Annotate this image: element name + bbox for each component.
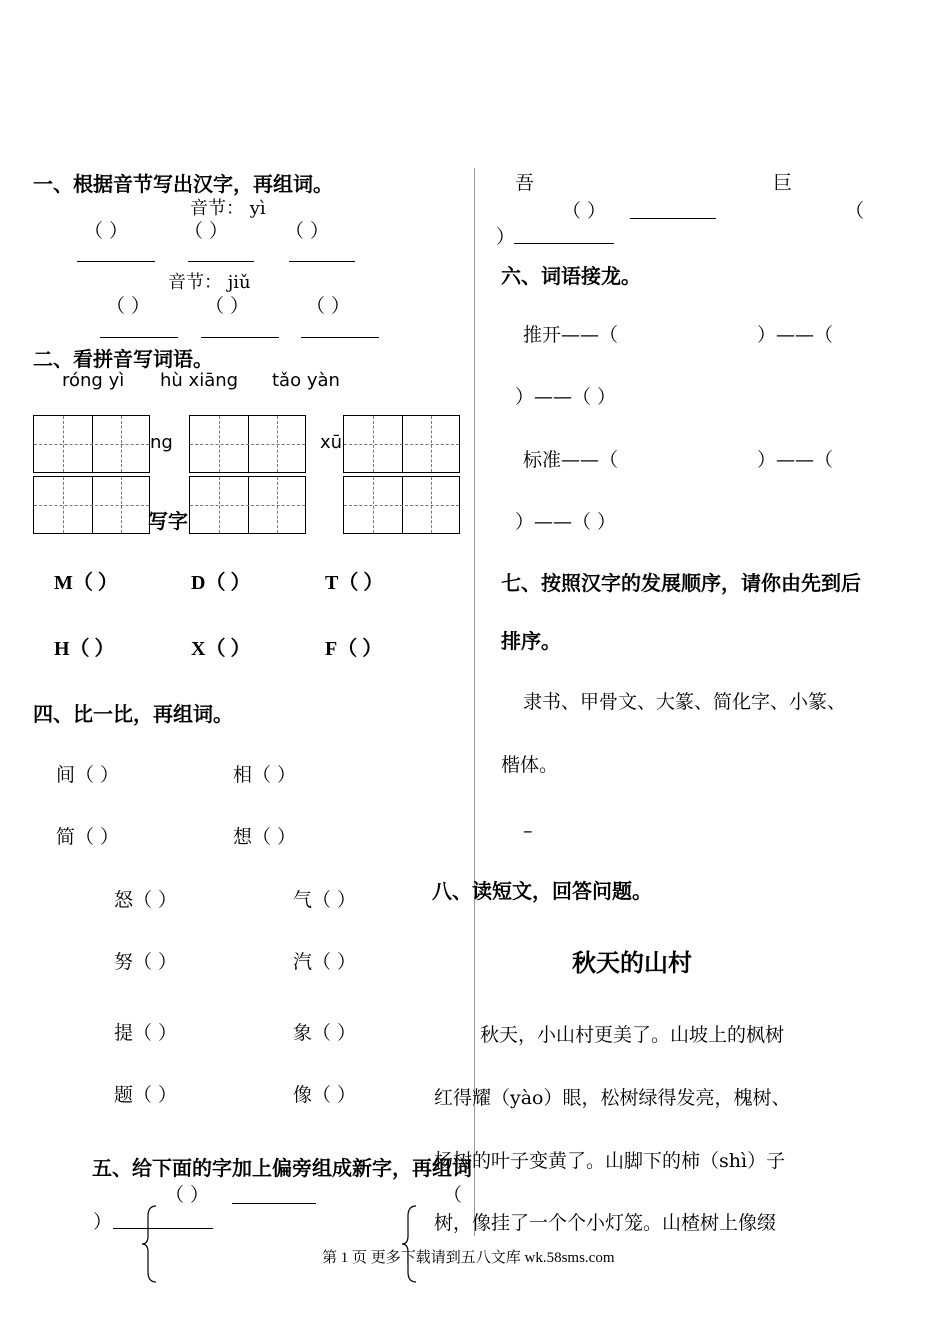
writing-grid[interactable]: [343, 476, 460, 534]
passage-line: 秋天，小山村更美了。山坡上的枫树: [480, 1024, 785, 1046]
passage-line: 红得耀（yào）眼，松树绿得发亮，槐树、: [434, 1087, 791, 1109]
brace-icon: [400, 1204, 420, 1284]
word-chain-1[interactable]: 推开——（: [523, 324, 619, 346]
brace-icon: [140, 1204, 160, 1284]
open-paren: （: [845, 200, 865, 222]
pinyin-huxiang: hù xiāng: [160, 370, 239, 391]
paren-blank[interactable]: （ ）: [306, 295, 351, 317]
answer-line[interactable]: [301, 337, 379, 338]
answer-line[interactable]: [289, 261, 355, 262]
compare-item[interactable]: 简（ ）: [56, 826, 120, 848]
word-chain-2[interactable]: 标准——（: [523, 449, 619, 471]
compare-item[interactable]: 像（ ）: [293, 1084, 357, 1106]
answer-dash[interactable]: –: [523, 820, 533, 842]
section-5-heading: 五、给下面的字加上偏旁组成新字，再组词: [92, 1156, 472, 1180]
pinyin-taoyan: tǎo yàn: [272, 370, 340, 391]
letter-item-d[interactable]: D（ ）: [191, 572, 251, 594]
word-chain-2-tail[interactable]: ）——（ ）: [515, 511, 617, 533]
paren-blank[interactable]: （ ）: [562, 200, 607, 222]
close-paren: ）: [496, 226, 516, 248]
word-chain-1-mid[interactable]: ）——（: [757, 324, 834, 346]
text-fragment: ng: [150, 432, 173, 453]
compare-item[interactable]: 相（ ）: [233, 764, 297, 786]
writing-grid[interactable]: [33, 476, 150, 534]
section-2-heading: 二、看拼音写词语。: [33, 347, 213, 371]
word-chain-2-mid[interactable]: ）——（: [757, 449, 834, 471]
letter-item-f[interactable]: F（ ）: [325, 638, 383, 660]
writing-grid[interactable]: [343, 415, 460, 473]
writing-grid[interactable]: [189, 415, 306, 473]
paren-blank[interactable]: （ ）: [285, 220, 330, 242]
section-7-heading: 七、按照汉字的发展顺序，请你由先到后: [501, 571, 861, 595]
column-divider: [474, 168, 475, 1236]
close-paren: ）: [93, 1211, 113, 1233]
passage-line: 杨树的叶子变黄了。山脚下的柿（shì）子: [434, 1150, 786, 1172]
paren-blank[interactable]: （ ）: [84, 220, 129, 242]
answer-line[interactable]: [77, 261, 155, 262]
script-list: 隶书、甲骨文、大篆、简化字、小篆、: [523, 691, 847, 713]
section-4-heading: 四、比一比，再组词。: [33, 702, 233, 726]
text-fragment: 写字: [148, 509, 188, 533]
page-footer: 第 1 页 更多下载请到五八文库 wk.58sms.com: [322, 1250, 615, 1266]
paren-blank[interactable]: （ ）: [184, 220, 229, 242]
passage-title: 秋天的山村: [572, 949, 692, 977]
paren-blank[interactable]: （ ）: [165, 1184, 210, 1206]
compare-item[interactable]: 汽（ ）: [293, 951, 357, 973]
compare-item[interactable]: 怒（ ）: [114, 889, 178, 911]
letter-item-m[interactable]: M（ ）: [54, 572, 118, 594]
compare-item[interactable]: 气（ ）: [293, 889, 357, 911]
base-char-wu: 吾: [515, 172, 535, 194]
syllable-yi: 音节： yì: [190, 198, 266, 219]
letter-item-t[interactable]: T（ ）: [325, 572, 384, 594]
answer-line[interactable]: [514, 243, 614, 244]
section-7-heading-cont: 排序。: [501, 629, 561, 653]
compare-item[interactable]: 题（ ）: [114, 1084, 178, 1106]
letter-item-h[interactable]: H（ ）: [54, 638, 115, 660]
section-1-heading: 一、根据音节写出汉字，再组词。: [33, 172, 333, 196]
text-fragment: xū: [320, 432, 343, 453]
answer-line[interactable]: [188, 261, 254, 262]
paren-blank[interactable]: （ ）: [106, 295, 151, 317]
passage-line: 树，像挂了一个个小灯笼。山楂树上像缀: [434, 1212, 777, 1234]
compare-item[interactable]: 提（ ）: [114, 1022, 178, 1044]
answer-line[interactable]: [630, 218, 716, 219]
paren-blank[interactable]: （ ）: [205, 295, 250, 317]
syllable-jiu: 音节： jiǔ: [168, 272, 251, 293]
compare-item[interactable]: 间（ ）: [56, 764, 120, 786]
answer-line[interactable]: [100, 337, 178, 338]
compare-item[interactable]: 努（ ）: [114, 951, 178, 973]
writing-grid[interactable]: [189, 476, 306, 534]
base-char-ju: 巨: [773, 172, 793, 194]
section-6-heading: 六、词语接龙。: [501, 264, 641, 288]
answer-line[interactable]: [201, 337, 279, 338]
answer-line[interactable]: [232, 1203, 316, 1204]
answer-line[interactable]: [113, 1228, 213, 1229]
writing-grid[interactable]: [33, 415, 150, 473]
pinyin-rongyi: róng yì: [62, 370, 125, 391]
compare-item[interactable]: 想（ ）: [233, 826, 297, 848]
section-8-heading: 八、读短文，回答问题。: [432, 879, 652, 903]
script-list-cont: 楷体。: [501, 754, 559, 776]
word-chain-1-tail[interactable]: ）——（ ）: [515, 386, 617, 408]
compare-item[interactable]: 象（ ）: [293, 1022, 357, 1044]
letter-item-x[interactable]: X（ ）: [191, 638, 251, 660]
open-paren: （: [443, 1184, 463, 1206]
